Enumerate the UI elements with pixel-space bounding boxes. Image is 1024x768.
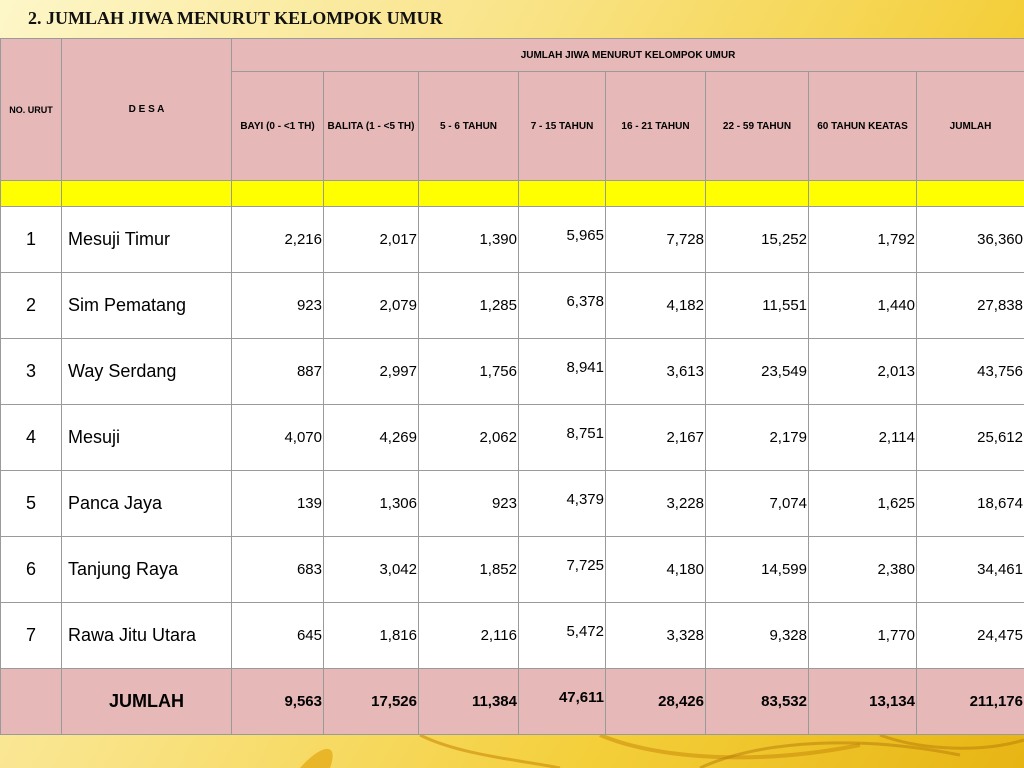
value-cell: 139 xyxy=(232,471,324,537)
value-cell: 3,613 xyxy=(606,339,706,405)
value-cell: 7,728 xyxy=(606,207,706,273)
value-cell: 1,770 xyxy=(809,603,917,669)
village-name: Sim Pematang xyxy=(62,273,232,339)
value-cell: 2,167 xyxy=(606,405,706,471)
total-value-cell: 11,384 xyxy=(419,669,519,735)
value-cell: 1,306 xyxy=(324,471,419,537)
header-col-jumlah: JUMLAH xyxy=(917,72,1024,181)
total-value-cell: 13,134 xyxy=(809,669,917,735)
row-number: 5 xyxy=(1,471,62,537)
header-desa: D E S A xyxy=(62,39,232,181)
row-number: 1 xyxy=(1,207,62,273)
value-cell: 7,074 xyxy=(706,471,809,537)
total-empty-cell xyxy=(1,669,62,735)
value-cell: 3,042 xyxy=(324,537,419,603)
table-row xyxy=(1,603,1024,669)
village-name: Mesuji xyxy=(62,405,232,471)
total-value-cell: 28,426 xyxy=(606,669,706,735)
village-name: Rawa Jitu Utara xyxy=(62,603,232,669)
row-number: 6 xyxy=(1,537,62,603)
table-row xyxy=(1,339,1024,405)
value-cell: 43,756 xyxy=(917,339,1024,405)
total-value-cell: 9,563 xyxy=(232,669,324,735)
row-number: 3 xyxy=(1,339,62,405)
value-cell: 887 xyxy=(232,339,324,405)
value-cell: 683 xyxy=(232,537,324,603)
value-cell: 3,228 xyxy=(606,471,706,537)
value-cell: 2,062 xyxy=(419,405,519,471)
value-cell: 8,941 xyxy=(519,339,606,405)
value-cell: 3,328 xyxy=(606,603,706,669)
value-cell: 11,551 xyxy=(706,273,809,339)
table-row xyxy=(1,405,1024,471)
value-cell: 5,965 xyxy=(519,207,606,273)
value-cell: 23,549 xyxy=(706,339,809,405)
header-col-7-15: 7 - 15 TAHUN xyxy=(519,72,606,181)
value-cell: 1,625 xyxy=(809,471,917,537)
slide-title: 2. JUMLAH JIWA MENURUT KELOMPOK UMUR xyxy=(28,8,443,28)
table-row xyxy=(1,537,1024,603)
total-label: JUMLAH xyxy=(62,669,232,735)
value-cell: 8,751 xyxy=(519,405,606,471)
value-cell: 6,378 xyxy=(519,273,606,339)
value-cell: 9,328 xyxy=(706,603,809,669)
value-cell: 1,440 xyxy=(809,273,917,339)
header-group: JUMLAH JIWA MENURUT KELOMPOK UMUR xyxy=(232,39,1024,72)
value-cell: 7,725 xyxy=(519,537,606,603)
value-cell: 18,674 xyxy=(917,471,1024,537)
decorative-swirl xyxy=(0,735,1024,768)
header-col-60: 60 TAHUN KEATAS xyxy=(809,72,917,181)
row-number: 7 xyxy=(1,603,62,669)
total-value-cell: 47,611 xyxy=(519,669,606,735)
total-value-cell: 17,526 xyxy=(324,669,419,735)
value-cell: 1,756 xyxy=(419,339,519,405)
value-cell: 2,380 xyxy=(809,537,917,603)
value-cell: 15,252 xyxy=(706,207,809,273)
header-col-16-21: 16 - 21 TAHUN xyxy=(606,72,706,181)
header-col-balita: BALITA (1 - <5 TH) xyxy=(324,72,419,181)
value-cell: 645 xyxy=(232,603,324,669)
value-cell: 1,390 xyxy=(419,207,519,273)
row-number: 4 xyxy=(1,405,62,471)
value-cell: 24,475 xyxy=(917,603,1024,669)
value-cell: 1,792 xyxy=(809,207,917,273)
value-cell: 2,216 xyxy=(232,207,324,273)
village-name: Mesuji Timur xyxy=(62,207,232,273)
value-cell: 2,114 xyxy=(809,405,917,471)
header-no-urut: NO. URUT xyxy=(1,39,62,181)
value-cell: 36,360 xyxy=(917,207,1024,273)
value-cell: 2,179 xyxy=(706,405,809,471)
value-cell: 4,182 xyxy=(606,273,706,339)
value-cell: 4,070 xyxy=(232,405,324,471)
value-cell: 923 xyxy=(419,471,519,537)
table-row xyxy=(1,273,1024,339)
header-col-22-59: 22 - 59 TAHUN xyxy=(706,72,809,181)
population-table xyxy=(0,38,1024,735)
value-cell: 2,079 xyxy=(324,273,419,339)
value-cell: 27,838 xyxy=(917,273,1024,339)
value-cell: 1,852 xyxy=(419,537,519,603)
value-cell: 1,816 xyxy=(324,603,419,669)
value-cell: 923 xyxy=(232,273,324,339)
village-name: Panca Jaya xyxy=(62,471,232,537)
value-cell: 2,997 xyxy=(324,339,419,405)
row-number: 2 xyxy=(1,273,62,339)
total-row xyxy=(1,669,1024,735)
value-cell: 5,472 xyxy=(519,603,606,669)
village-name: Tanjung Raya xyxy=(62,537,232,603)
total-value-cell: 83,532 xyxy=(706,669,809,735)
value-cell: 4,180 xyxy=(606,537,706,603)
value-cell: 4,379 xyxy=(519,471,606,537)
table-row xyxy=(1,207,1024,273)
table-row xyxy=(1,471,1024,537)
value-cell: 4,269 xyxy=(324,405,419,471)
total-value-cell: 211,176 xyxy=(917,669,1024,735)
spacer-row xyxy=(1,181,1024,207)
header-col-bayi: BAYI (0 - <1 TH) xyxy=(232,72,324,181)
value-cell: 34,461 xyxy=(917,537,1024,603)
village-name: Way Serdang xyxy=(62,339,232,405)
header-col-5-6: 5 - 6 TAHUN xyxy=(419,72,519,181)
value-cell: 14,599 xyxy=(706,537,809,603)
value-cell: 1,285 xyxy=(419,273,519,339)
value-cell: 2,116 xyxy=(419,603,519,669)
value-cell: 2,013 xyxy=(809,339,917,405)
value-cell: 25,612 xyxy=(917,405,1024,471)
value-cell: 2,017 xyxy=(324,207,419,273)
